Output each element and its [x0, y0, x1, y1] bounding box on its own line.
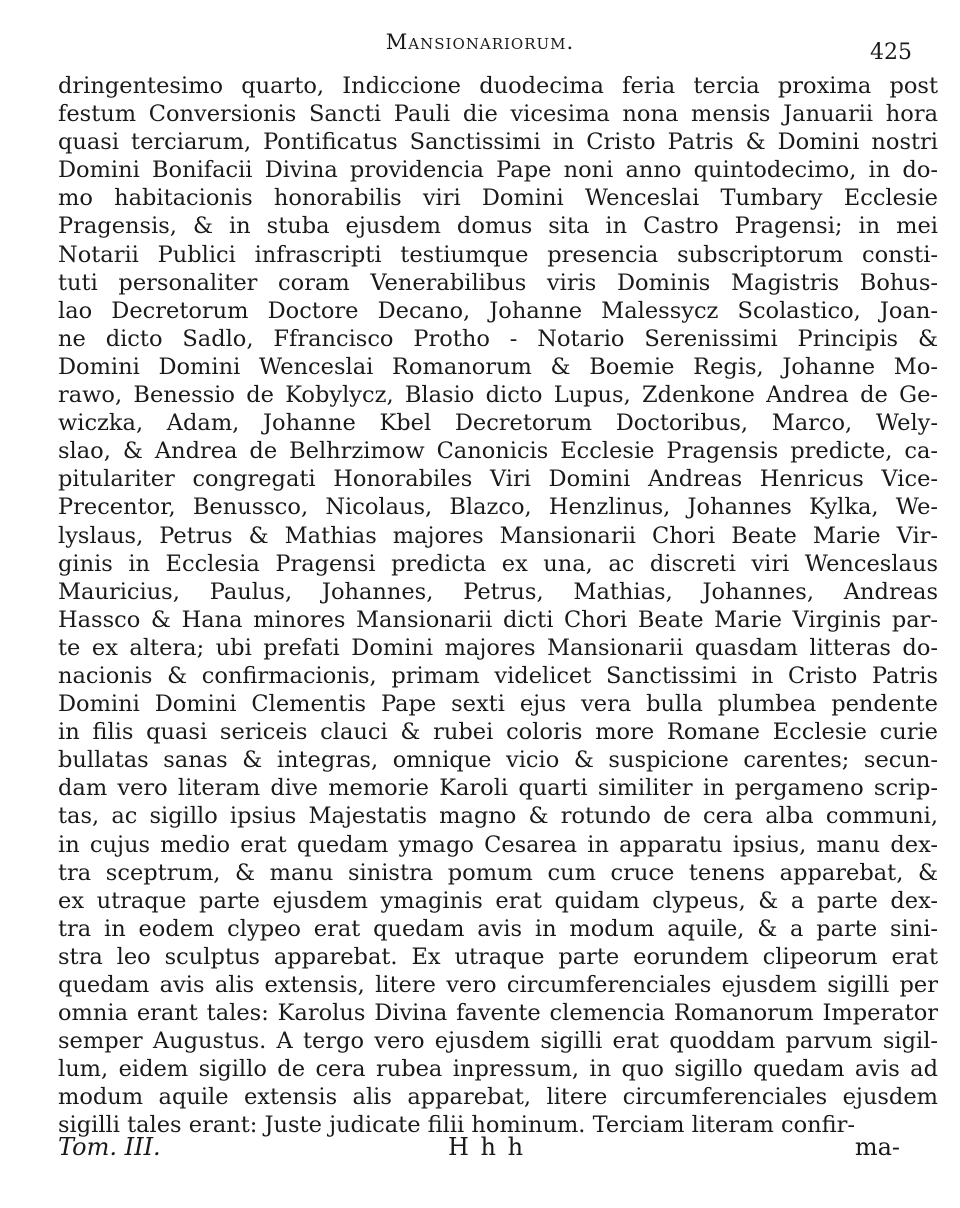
text-line: lao Decretorum Doctore Decano, Johanne Malessycz Scolastico, Joan- [58, 297, 938, 324]
text-line: Domini Bonifacii Divina providencia Pape noni anno quintodecimo, in do- [58, 157, 938, 184]
text-line: omnia erant tales: Karolus Divina favente clemencia Romanorum Imperator [58, 1000, 938, 1027]
text-line: Domini Domini Clementis Pape sexti ejus vera bulla plumbea pendente [58, 691, 938, 718]
text-line: Hassco & Hana minores Mansionarii dicti Chori Beate Marie Virginis par- [58, 606, 938, 633]
text-line: mo habitacionis honorabilis viri Domini Wenceslai Tumbary Ecclesie [58, 185, 938, 212]
text-line: ginis in Ecclesia Pragensi predicta ex una, ac discreti viri Wenceslaus [58, 550, 938, 577]
text-line: nacionis & confirmacionis, primam videlicet Sanctissimi in Cristo Patris [58, 662, 938, 689]
text-line: te ex altera; ubi prefati Domini majores Mansionarii quasdam litteras do- [58, 634, 938, 661]
text-line: in filis quasi sericeis clauci & rubei coloris more Romane Ecclesie curie [58, 719, 938, 746]
text-line: tas, ac sigillo ipsius Majestatis magno & rotundo de cera alba communi, [58, 803, 938, 830]
text-line: tra sceptrum, & manu sinistra pomum cum cruce tenens apparebat, & [58, 859, 938, 886]
text-line: festum Conversionis Sancti Pauli die vicesima nona mensis Januarii hora [58, 101, 938, 128]
text-line: ne dicto Sadlo, Ffrancisco Protho - Notario Serenissimi Principis & [58, 325, 938, 352]
body-text [58, 72, 938, 1140]
volume-label: Tom. III. [58, 1133, 161, 1161]
page-number: 425 [870, 40, 912, 65]
text-line: wiczka, Adam, Johanne Kbel Decretorum Doctoribus, Marco, Wely- [58, 410, 938, 437]
signature-mark: H h h [448, 1133, 526, 1161]
catchword: ma- [854, 1133, 900, 1161]
text-line: dam vero literam dive memorie Karoli quarti similiter in pergameno scrip- [58, 775, 938, 802]
text-line: stra leo sculptus apparebat. Ex utraque parte eorundem clipeorum erat [58, 943, 938, 970]
text-line: sigilli tales erant: Juste judicate filii hominum. Terciam literam confir- [58, 1112, 856, 1139]
text-line: in cujus medio erat quedam ymago Cesarea in apparatu ipsius, manu dex- [58, 831, 938, 858]
text-line: Domini Domini Wenceslai Romanorum & Boemie Regis, Johanne Mo- [58, 353, 938, 380]
text-line: lyslaus, Petrus & Mathias majores Mansionarii Chori Beate Marie Vir- [58, 522, 938, 549]
running-title: Mansionariorum. [385, 30, 575, 54]
text-line: bullatas sanas & integras, omnique vicio & suspicione carentes; secun- [58, 747, 938, 774]
text-line: pitulariter congregati Honorabiles Viri Domini Andreas Henricus Vice- [58, 466, 938, 493]
text-line: semper Augustus. A tergo vero ejusdem sigilli erat quoddam parvum sigil- [58, 1028, 938, 1055]
text-line: Mauricius, Paulus, Johannes, Petrus, Mathias, Johannes, Andreas [58, 578, 938, 605]
text-line: Notarii Publici infrascripti testiumque presencia subscriptorum consti- [58, 241, 938, 268]
text-line: ex utraque parte ejusdem ymaginis erat quidam clypeus, & a parte dex- [58, 887, 938, 914]
text-line: rawo, Benessio de Kobylycz, Blasio dicto Lupus, Zdenkone Andrea de Ge- [58, 382, 938, 409]
text-line: Pragensis, & in stuba ejusdem domus sita in Castro Pragensi; in mei [58, 213, 938, 240]
text-line: tuti personaliter coram Venerabilibus viris Dominis Magistris Bohus- [58, 269, 938, 296]
text-line: dringentesimo quarto, Indiccione duodecima feria tercia proxima post [58, 73, 938, 99]
text-line: quasi terciarum, Pontificatus Sanctissimi in Cristo Patris & Domini nostri [58, 129, 938, 156]
text-line: Precentor, Benussco, Nicolaus, Blazco, Henzlinus, Johannes Kylka, We- [58, 494, 938, 521]
page-footer [58, 1133, 900, 1165]
text-line: slao, & Andrea de Belhrzimow Canonicis Ecclesie Pragensis predicte, ca- [58, 438, 938, 465]
text-line: lum, eidem sigillo de cera rubea inpressum, in quo sigillo quedam avis ad [58, 1056, 938, 1083]
text-line: modum aquile extensis alis apparebat, litere circumferenciales ejusdem [58, 1084, 938, 1111]
text-line: tra in eodem clypeo erat quedam avis in modum aquile, & a parte sini- [58, 915, 938, 942]
text-line: quedam avis alis extensis, litere vero circumferenciales ejusdem sigilli per [58, 972, 938, 998]
